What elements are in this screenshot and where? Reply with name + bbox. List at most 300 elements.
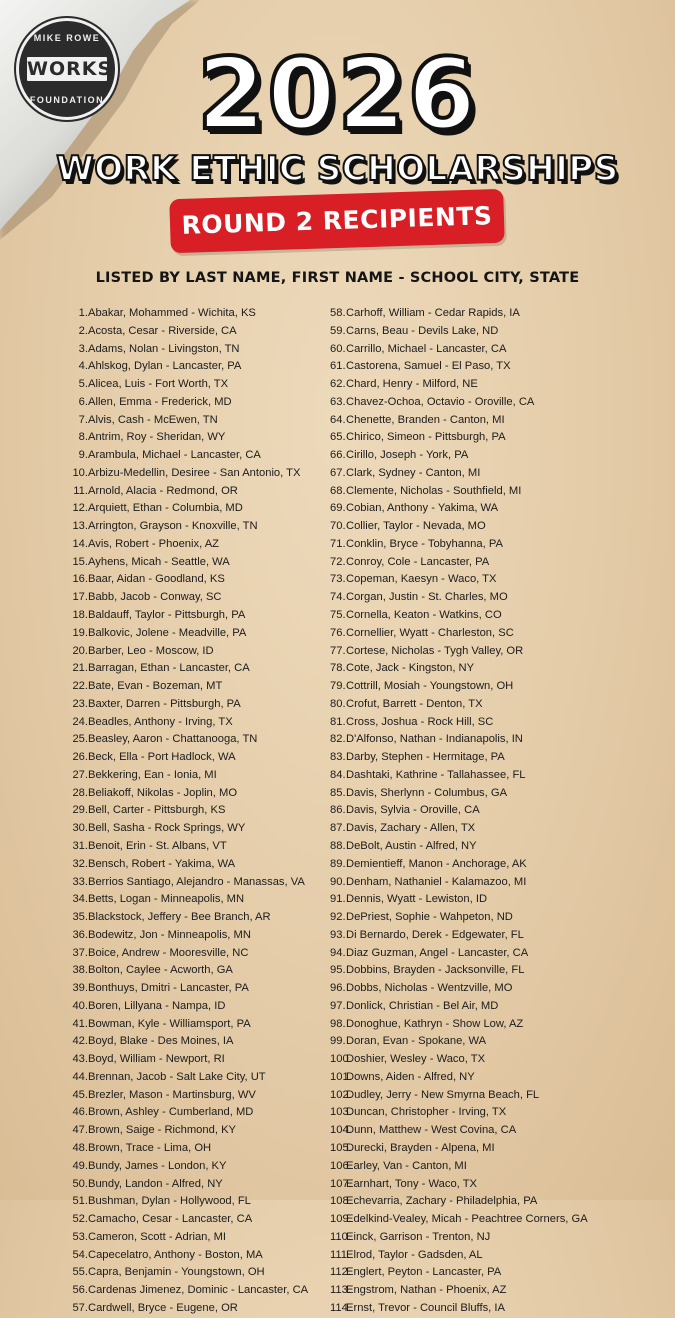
list-item-number: 1.	[78, 307, 88, 319]
list-item	[70, 323, 335, 341]
list-item-text: Cameron, Scott - Adrian, MI	[88, 1230, 227, 1243]
list-item-text: Davis, Sylvia - Oroville, CA	[346, 804, 480, 817]
list-item	[330, 1033, 650, 1051]
list-item-number: 5.	[78, 378, 88, 391]
list-item-text: Beliakoff, Nikolas - Joplin, MO	[88, 786, 238, 799]
list-item-text: Dobbins, Brayden - Jacksonville, FL	[346, 964, 525, 977]
list-item-text: Crofut, Barrett - Denton, TX	[346, 697, 483, 710]
list-item-number: 77.	[330, 644, 346, 657]
list-subtitle: LISTED BY LAST NAME, FIRST NAME - SCHOOL CITY, STATE	[95, 270, 580, 286]
list-item-number: 91.	[330, 893, 346, 906]
list-item-text: Demientieff, Manon - Anchorage, AK	[346, 857, 527, 870]
list-item-number: 106.	[330, 1159, 352, 1172]
list-item-text: Cottrill, Mosiah - Youngstown, OH	[346, 680, 514, 693]
list-item-text: Capra, Benjamin - Youngstown, OH	[88, 1266, 265, 1279]
list-item-number: 20.	[72, 644, 88, 657]
list-item-number: 108.	[330, 1195, 352, 1208]
list-item-text: Baldauff, Taylor - Pittsburgh, PA	[88, 609, 246, 622]
list-item-number: 28.	[72, 786, 88, 799]
list-item-text: Acosta, Cesar - Riverside, CA	[88, 324, 237, 337]
list-item	[330, 909, 650, 927]
list-item	[330, 1211, 650, 1229]
list-item	[330, 483, 650, 501]
list-item	[70, 1016, 335, 1034]
list-item	[330, 927, 650, 945]
list-item-text: Ayhens, Micah - Seattle, WA	[88, 555, 230, 568]
list-item	[330, 998, 650, 1016]
list-item-number: 13.	[72, 520, 88, 533]
list-item-number: 38.	[72, 964, 88, 977]
list-item	[330, 1282, 650, 1300]
list-item-text: DePriest, Sophie - Wahpeton, ND	[346, 911, 513, 924]
list-item-number: 79.	[330, 680, 346, 693]
list-item-text: Alicea, Luis - Fort Worth, TX	[88, 378, 229, 391]
list-item-text: Bell, Sasha - Rock Springs, WY	[88, 822, 246, 835]
list-item-number: 40.	[72, 999, 88, 1012]
list-item-text: Berrios Santiago, Alejandro - Manassas, VA	[88, 875, 305, 888]
list-item	[70, 874, 335, 892]
list-item-number: 35.	[72, 911, 88, 924]
list-item-text: Ahlskog, Dylan - Lancaster, PA	[88, 360, 242, 373]
list-item	[70, 305, 335, 323]
list-item	[70, 376, 335, 394]
list-item-text: Balkovic, Jolene - Meadville, PA	[88, 626, 247, 639]
list-item	[330, 1247, 650, 1265]
list-item	[70, 1300, 335, 1318]
list-item	[330, 962, 650, 980]
list-item-number: 95.	[330, 964, 346, 977]
list-item-text: Cardwell, Bryce - Eugene, OR	[88, 1301, 238, 1314]
list-item-text: Bolton, Caylee - Acworth, GA	[88, 964, 233, 977]
list-item	[70, 394, 335, 412]
list-item-number: 69.	[330, 502, 346, 515]
list-item-number: 55.	[72, 1266, 88, 1279]
list-item-text: Bundy, James - London, KY	[88, 1159, 227, 1172]
list-item	[330, 1300, 650, 1318]
list-item	[70, 1104, 335, 1122]
list-item-text: Dunn, Matthew - West Covina, CA	[346, 1124, 517, 1137]
list-item	[330, 394, 650, 412]
list-item-number: 14.	[72, 537, 88, 550]
list-item	[70, 429, 335, 447]
list-item-text: Carhoff, William - Cedar Rapids, IA	[346, 307, 520, 319]
list-item-text: Avis, Robert - Phoenix, AZ	[88, 537, 219, 550]
list-item-number: 16.	[72, 573, 88, 586]
list-item-number: 31.	[72, 839, 88, 852]
list-item-number: 56.	[72, 1284, 88, 1297]
list-item	[70, 962, 335, 980]
list-item	[70, 589, 335, 607]
list-item-number: 80.	[330, 697, 346, 710]
list-item-number: 9.	[78, 449, 88, 462]
list-item-text: Bensch, Robert - Yakima, WA	[88, 857, 236, 870]
list-item-number: 75.	[330, 609, 346, 622]
list-item-text: Bushman, Dylan - Hollywood, FL	[88, 1195, 251, 1208]
list-item-text: Boren, Lillyana - Nampa, ID	[88, 999, 226, 1012]
list-item	[70, 802, 335, 820]
list-item-number: 61.	[330, 360, 346, 373]
list-item-number: 94.	[330, 946, 346, 959]
list-item-text: Di Bernardo, Derek - Edgewater, FL	[346, 928, 524, 941]
list-item	[330, 945, 650, 963]
list-item	[330, 429, 650, 447]
list-item-text: Davis, Sherlynn - Columbus, GA	[346, 786, 508, 799]
list-item	[330, 767, 650, 785]
list-item-text: Blackstock, Jeffery - Bee Branch, AR	[88, 911, 271, 924]
list-item-number: 84.	[330, 768, 346, 781]
list-item-text: Durecki, Brayden - Alpena, MI	[346, 1141, 495, 1154]
list-item-number: 114.	[330, 1301, 351, 1314]
list-item	[70, 1069, 335, 1087]
list-item-text: Englert, Peyton - Lancaster, PA	[346, 1266, 502, 1279]
list-item-number: 8.	[78, 431, 88, 444]
list-item-number: 51.	[72, 1195, 88, 1208]
list-item-text: Brezler, Mason - Martinsburg, WV	[88, 1088, 256, 1101]
list-item	[330, 1051, 650, 1069]
list-item-number: 97.	[330, 999, 346, 1012]
list-item-number: 33.	[72, 875, 88, 888]
list-item	[70, 643, 335, 661]
list-item-number: 83.	[330, 751, 346, 764]
list-item-number: 101.	[330, 1070, 352, 1083]
list-item	[70, 1087, 335, 1105]
list-item-number: 88.	[330, 839, 346, 852]
list-item-number: 111.	[330, 1248, 351, 1261]
list-item	[70, 660, 335, 678]
list-item	[70, 483, 335, 501]
list-item-text: Baxter, Darren - Pittsburgh, PA	[88, 697, 241, 710]
list-item-number: 85.	[330, 786, 346, 799]
list-item-text: DeBolt, Austin - Alfred, NY	[346, 839, 477, 852]
list-item	[70, 785, 335, 803]
list-item-text: Clemente, Nicholas - Southfield, MI	[346, 484, 522, 497]
list-item-text: Brown, Ashley - Cumberland, MD	[88, 1106, 254, 1119]
list-item-number: 54.	[72, 1248, 88, 1261]
list-item-number: 76.	[330, 626, 346, 639]
list-item	[70, 1033, 335, 1051]
list-item	[70, 998, 335, 1016]
list-item-text: Cornellier, Wyatt - Charleston, SC	[346, 626, 514, 639]
list-item-text: Dashtaki, Kathrine - Tallahassee, FL	[346, 768, 526, 781]
list-item-text: Brennan, Jacob - Salt Lake City, UT	[88, 1070, 266, 1083]
list-item	[70, 696, 335, 714]
list-item-text: Arnold, Alacia - Redmond, OR	[88, 484, 238, 497]
list-item-text: Babb, Jacob - Conway, SC	[88, 591, 222, 604]
list-item-number: 41.	[72, 1017, 88, 1030]
list-item-number: 81.	[330, 715, 346, 728]
list-item-number: 105.	[330, 1141, 352, 1154]
list-item	[330, 1104, 650, 1122]
list-item-number: 3.	[78, 342, 88, 355]
list-item-text: Brown, Saige - Richmond, KY	[88, 1124, 236, 1137]
list-item	[70, 749, 335, 767]
list-item-text: Donlick, Christian - Bel Air, MD	[346, 999, 499, 1012]
list-item-text: Copeman, Kaesyn - Waco, TX	[346, 573, 497, 586]
list-item-text: Cross, Joshua - Rock Hill, SC	[346, 715, 494, 728]
list-item-number: 65.	[330, 431, 346, 444]
list-item-number: 62.	[330, 378, 346, 391]
list-item-text: Cote, Jack - Kingston, NY	[346, 662, 475, 675]
list-item-text: Collier, Taylor - Nevada, MO	[346, 520, 486, 533]
list-item-number: 63.	[330, 395, 346, 408]
list-item	[70, 838, 335, 856]
list-item-number: 29.	[72, 804, 88, 817]
list-item-number: 46.	[72, 1106, 88, 1119]
list-item	[70, 447, 335, 465]
list-item-number: 74.	[330, 591, 346, 604]
list-item-text: Cardenas Jimenez, Dominic - Lancaster, CA	[88, 1284, 309, 1297]
list-item	[70, 1264, 335, 1282]
list-item-number: 34.	[72, 893, 88, 906]
list-item	[70, 571, 335, 589]
list-item-number: 22.	[72, 680, 88, 693]
list-item-text: Carns, Beau - Devils Lake, ND	[346, 324, 499, 337]
list-item	[70, 1051, 335, 1069]
list-item-number: 10.	[72, 466, 88, 479]
list-item-text: Einck, Garrison - Trenton, NJ	[346, 1230, 491, 1243]
list-item-text: Antrim, Roy - Sheridan, WY	[88, 431, 226, 444]
list-item-number: 96.	[330, 982, 346, 995]
list-item-text: Bate, Evan - Bozeman, MT	[88, 680, 223, 693]
list-item-number: 89.	[330, 857, 346, 870]
list-item-number: 4.	[78, 360, 88, 373]
list-item-number: 27.	[72, 768, 88, 781]
list-item-text: Baar, Aidan - Goodland, KS	[88, 573, 225, 586]
list-item	[70, 536, 335, 554]
list-item-text: Earnhart, Tony - Waco, TX	[346, 1177, 477, 1190]
list-item	[330, 802, 650, 820]
list-item-text: Duncan, Christopher - Irving, TX	[346, 1106, 507, 1119]
list-item	[70, 891, 335, 909]
list-item	[330, 518, 650, 536]
list-item-number: 92.	[330, 911, 346, 924]
list-item	[70, 518, 335, 536]
list-item-text: Arambula, Michael - Lancaster, CA	[88, 449, 261, 462]
list-item-number: 12.	[72, 502, 88, 515]
list-item	[330, 500, 650, 518]
list-item-text: Barragan, Ethan - Lancaster, CA	[88, 662, 250, 675]
list-item-text: Beck, Ella - Port Hadlock, WA	[88, 751, 236, 764]
list-item-text: Clark, Sydney - Canton, MI	[346, 466, 481, 479]
list-item	[70, 554, 335, 572]
list-item-text: Barber, Leo - Moscow, ID	[88, 644, 214, 657]
list-item-number: 58.	[330, 307, 346, 319]
list-item-text: Chirico, Simeon - Pittsburgh, PA	[346, 431, 506, 444]
list-item-text: Allen, Emma - Frederick, MD	[88, 395, 232, 408]
header-year: 2026	[197, 38, 478, 152]
list-item-number: 60.	[330, 342, 346, 355]
list-item	[70, 1229, 335, 1247]
list-item	[330, 1264, 650, 1282]
list-item-number: 11.	[73, 484, 88, 497]
list-item-text: Boice, Andrew - Mooresville, NC	[88, 946, 249, 959]
list-item-number: 47.	[72, 1124, 88, 1137]
list-item-number: 102.	[330, 1088, 352, 1101]
list-item	[330, 571, 650, 589]
list-item	[330, 1069, 650, 1087]
list-item-text: Arquiett, Ethan - Columbia, MD	[88, 502, 243, 515]
list-item-text: Conklin, Bryce - Tobyhanna, PA	[346, 537, 503, 550]
list-item-text: Denham, Nathaniel - Kalamazoo, MI	[346, 875, 527, 888]
list-item-number: 23.	[72, 697, 88, 710]
list-item-text: Bekkering, Ean - Ionia, MI	[88, 768, 217, 781]
list-item-number: 90.	[330, 875, 346, 888]
list-item-text: Carrillo, Michael - Lancaster, CA	[346, 342, 507, 355]
list-item	[70, 1140, 335, 1158]
list-item-text: Adams, Nolan - Livingston, TN	[88, 342, 240, 355]
list-item	[330, 465, 650, 483]
list-item-number: 37.	[72, 946, 88, 959]
list-item-number: 15.	[72, 555, 88, 568]
list-item	[330, 1176, 650, 1194]
list-item	[70, 767, 335, 785]
list-item-text: Chard, Henry - Milford, NE	[346, 378, 478, 391]
list-item-text: Bundy, Landon - Alfred, NY	[88, 1177, 223, 1190]
list-item	[330, 785, 650, 803]
list-item-number: 112.	[330, 1266, 351, 1279]
list-item-number: 70.	[330, 520, 346, 533]
list-item-text: Echevarria, Zachary - Philadelphia, PA	[346, 1195, 538, 1208]
list-item-number: 48.	[72, 1141, 88, 1154]
list-item-text: Engstrom, Nathan - Phoenix, AZ	[346, 1284, 507, 1297]
list-item-text: Betts, Logan - Minneapolis, MN	[88, 893, 245, 906]
logo-main-text: WORKS	[25, 55, 109, 83]
list-item-number: 66.	[330, 449, 346, 462]
list-item	[70, 341, 335, 359]
list-item	[70, 358, 335, 376]
list-item	[70, 1122, 335, 1140]
list-item	[70, 927, 335, 945]
list-item-text: Beasley, Aaron - Chattanooga, TN	[88, 733, 258, 746]
list-item-text: Arrington, Grayson - Knoxville, TN	[88, 520, 258, 533]
list-item	[330, 376, 650, 394]
list-item-text: Ernst, Trevor - Council Bluffs, IA	[346, 1301, 505, 1314]
list-item-number: 71.	[330, 537, 346, 550]
list-item-number: 26.	[72, 751, 88, 764]
list-item	[330, 607, 650, 625]
list-item-number: 17.	[72, 591, 88, 604]
list-item-number: 53.	[72, 1230, 88, 1243]
list-item	[330, 1140, 650, 1158]
list-item-number: 104.	[330, 1124, 352, 1137]
list-item-number: 6.	[78, 395, 88, 408]
list-item-number: 44.	[72, 1070, 88, 1083]
list-item	[70, 607, 335, 625]
list-item-number: 86.	[330, 804, 346, 817]
list-item-text: Dennis, Wyatt - Lewiston, ID	[346, 893, 488, 906]
list-item-text: Capecelatro, Anthony - Boston, MA	[88, 1248, 263, 1261]
list-item-text: Donoghue, Kathryn - Show Low, AZ	[346, 1017, 524, 1030]
list-item	[330, 1193, 650, 1211]
list-item-number: 68.	[330, 484, 346, 497]
list-item	[70, 1193, 335, 1211]
list-item-number: 50.	[72, 1177, 88, 1190]
list-item	[330, 1016, 650, 1034]
list-item	[330, 678, 650, 696]
list-item-text: Bodewitz, Jon - Minneapolis, MN	[88, 928, 251, 941]
list-item-number: 32.	[72, 857, 88, 870]
list-item-number: 18.	[72, 609, 88, 622]
list-item	[330, 660, 650, 678]
list-item-number: 100.	[330, 1053, 352, 1066]
list-item-text: Cirillo, Joseph - York, PA	[346, 449, 469, 462]
list-item-text: Doshier, Wesley - Waco, TX	[346, 1053, 486, 1066]
list-item	[70, 980, 335, 998]
list-item-number: 2.	[78, 324, 88, 337]
list-item-number: 30.	[72, 822, 88, 835]
list-item-text: Chavez-Ochoa, Octavio - Oroville, CA	[346, 395, 535, 408]
list-item	[330, 554, 650, 572]
list-item	[330, 856, 650, 874]
list-item-number: 25.	[72, 733, 88, 746]
list-item-text: Cortese, Nicholas - Tygh Valley, OR	[346, 644, 524, 657]
list-item-number: 82.	[330, 733, 346, 746]
list-item	[330, 731, 650, 749]
list-item-number: 113.	[330, 1284, 351, 1297]
list-item-text: D'Alfonso, Nathan - Indianapolis, IN	[346, 733, 523, 746]
list-item-number: 21.	[72, 662, 88, 675]
recipient-list-left	[70, 305, 335, 1318]
list-item	[70, 678, 335, 696]
list-item-number: 109.	[330, 1213, 352, 1226]
list-item	[330, 749, 650, 767]
logo-top-text: MIKE ROWE	[33, 33, 101, 43]
list-item-text: Downs, Aiden - Alfred, NY	[346, 1070, 475, 1083]
list-item-text: Doran, Evan - Spokane, WA	[346, 1035, 487, 1048]
list-item-number: 24.	[72, 715, 88, 728]
list-item-number: 107.	[330, 1177, 352, 1190]
list-item	[330, 874, 650, 892]
list-item-number: 87.	[330, 822, 346, 835]
list-item-text: Cornella, Keaton - Watkins, CO	[346, 609, 502, 622]
list-item	[330, 358, 650, 376]
list-item-number: 93.	[330, 928, 346, 941]
list-item-text: Brown, Trace - Lima, OH	[88, 1141, 212, 1154]
list-item-number: 103.	[330, 1106, 352, 1119]
list-item-text: Dudley, Jerry - New Smyrna Beach, FL	[346, 1088, 540, 1101]
list-item	[70, 945, 335, 963]
list-item-number: 64.	[330, 413, 346, 426]
list-item	[330, 696, 650, 714]
list-item	[70, 909, 335, 927]
list-item-number: 49.	[72, 1159, 88, 1172]
list-item-number: 98.	[330, 1017, 346, 1030]
list-item-text: Davis, Zachary - Allen, TX	[346, 822, 476, 835]
list-item	[70, 412, 335, 430]
list-item	[330, 589, 650, 607]
list-item	[70, 465, 335, 483]
list-item-number: 110.	[330, 1230, 351, 1243]
list-item	[330, 1087, 650, 1105]
list-item	[70, 1211, 335, 1229]
list-item-number: 43.	[72, 1053, 88, 1066]
list-item-text: Dobbs, Nicholas - Wentzville, MO	[346, 982, 513, 995]
list-item	[330, 643, 650, 661]
list-item	[70, 731, 335, 749]
list-item	[330, 980, 650, 998]
list-item-number: 72.	[330, 555, 346, 568]
list-item	[70, 856, 335, 874]
list-item-text: Arbizu-Medellin, Desiree - San Antonio, TX	[88, 466, 301, 479]
list-item-text: Bonthuys, Dmitri - Lancaster, PA	[88, 982, 249, 995]
list-item-text: Bowman, Kyle - Williamsport, PA	[88, 1017, 251, 1030]
round-badge: ROUND 2 RECIPIENTS	[169, 189, 505, 253]
list-item-text: Cobian, Anthony - Yakima, WA	[346, 502, 499, 515]
list-item	[330, 838, 650, 856]
list-item-number: 36.	[72, 928, 88, 941]
list-item-text: Camacho, Cesar - Lancaster, CA	[88, 1213, 253, 1226]
list-item-text: Edelkind-Vealey, Micah - Peachtree Corners, GA	[346, 1213, 588, 1226]
